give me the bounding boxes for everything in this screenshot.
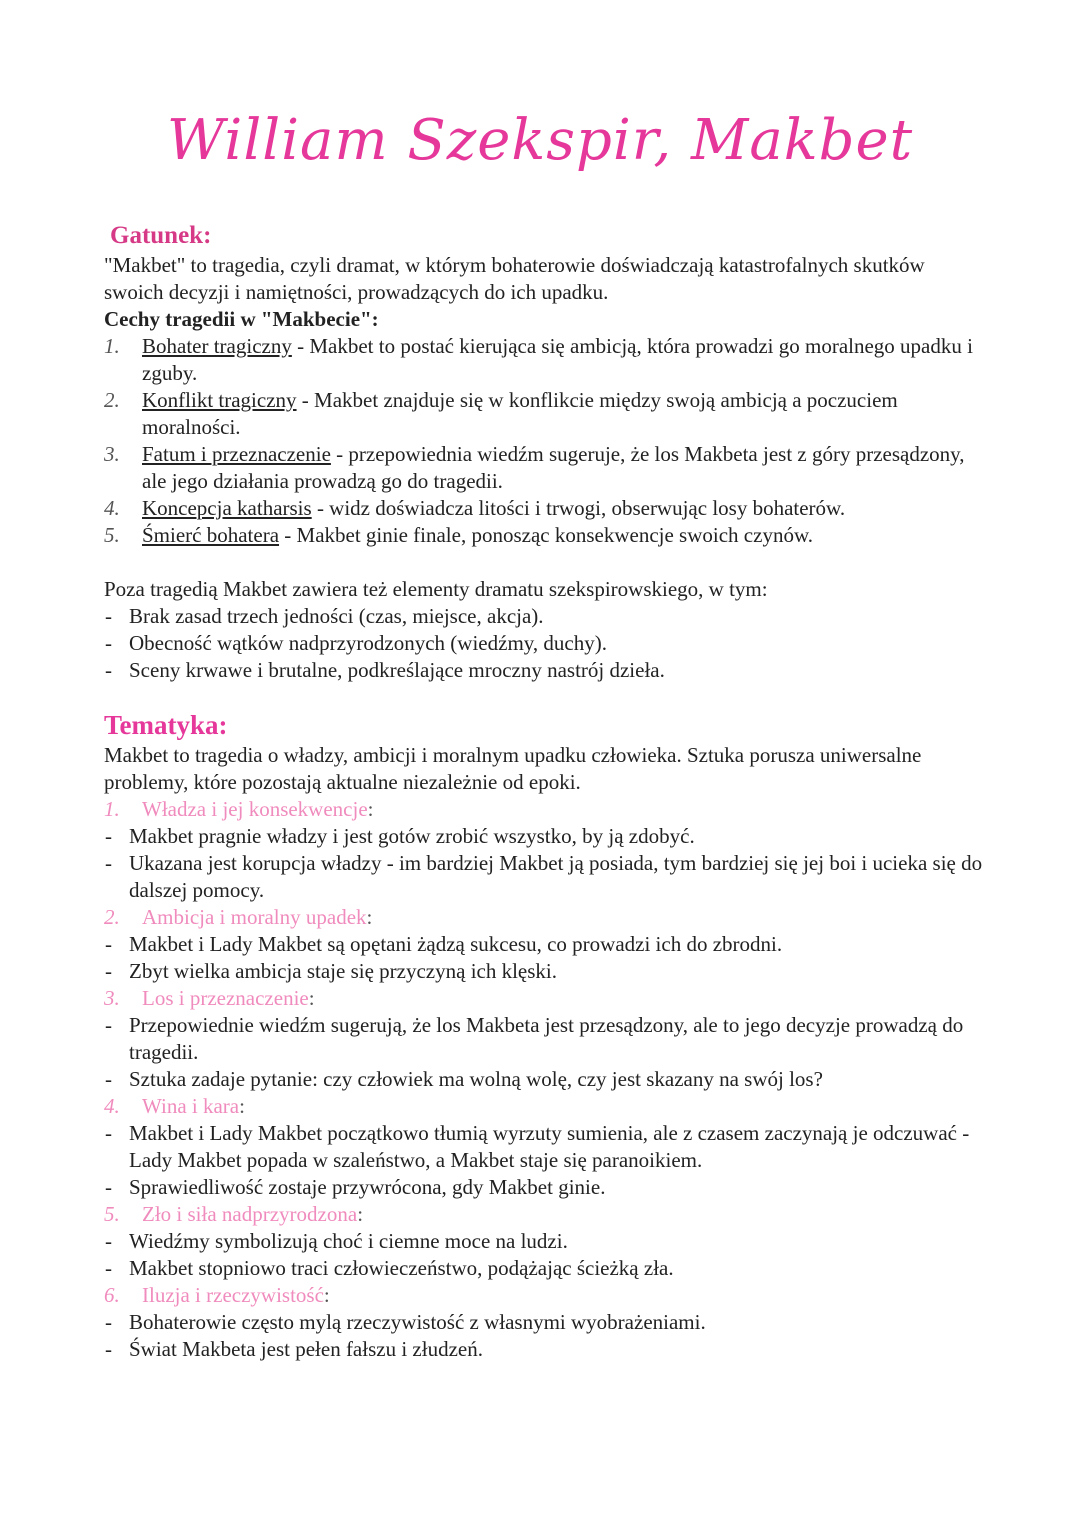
bullet-dash: -	[105, 1310, 112, 1334]
theme-items	[104, 1309, 984, 1363]
gatunek-intro: "Makbet" to tragedia, czyli dramat, w którym bohaterowie doświadczają katastrofalnych skutków swoich decyzji i namiętności, prowadzących do ich upadku.	[104, 253, 925, 304]
bullet-dash: -	[105, 1175, 112, 1199]
list-number: 4.	[104, 1094, 120, 1118]
list-number: 5.	[104, 523, 120, 547]
feature-item	[104, 522, 984, 549]
list-item	[104, 1228, 984, 1255]
theme-colon: :	[367, 797, 374, 821]
themes-list	[104, 796, 984, 1363]
list-item-text: Makbet i Lady Makbet początkowo tłumią wyrzuty sumienia, ale z czasem zaczynają je odczuwać - Lady Makbet popada w szaleństwo, a Makbet staje się paranoikiem.	[129, 1121, 970, 1172]
theme-title: Zło i siła nadprzyrodzona	[142, 1202, 358, 1226]
feature-term: Konflikt tragiczny	[142, 388, 297, 412]
list-item-text: Świat Makbeta jest pełen fałszu i złudzeń.	[129, 1337, 483, 1361]
bullet-dash: -	[105, 1337, 112, 1361]
theme-colon: :	[239, 1094, 245, 1118]
spacer	[104, 549, 984, 576]
list-item	[104, 603, 984, 630]
theme-items	[104, 823, 984, 904]
list-number: 1.	[104, 797, 120, 821]
list-item-text: Makbet pragnie władzy i jest gotów zrobić wszystko, by ją zdobyć.	[129, 824, 695, 848]
list-item-text: Sceny krwawe i brutalne, podkreślające mroczny nastrój dzieła.	[129, 658, 665, 682]
list-item-text: Sztuka zadaje pytanie: czy człowiek ma wolną wolę, czy jest skazany na swój los?	[129, 1067, 823, 1091]
extra-intro: Poza tragedią Makbet zawiera też elementy dramatu szekspirowskiego, w tym:	[104, 577, 768, 601]
theme-heading	[104, 796, 984, 823]
list-item-text: Bohaterowie często mylą rzeczywistość z własnymi wyobrażeniami.	[129, 1310, 706, 1334]
list-item	[104, 1120, 984, 1174]
list-number: 1.	[104, 334, 120, 358]
theme-items	[104, 1228, 984, 1282]
theme-heading	[104, 1201, 984, 1228]
theme-title: Iluzja i rzeczywistość	[142, 1283, 324, 1307]
features-list	[104, 333, 984, 549]
list-number: 2.	[104, 905, 120, 929]
bullet-dash: -	[105, 604, 112, 628]
list-item-text: Wiedźmy symbolizują choć i ciemne moce na ludzi.	[129, 1229, 568, 1253]
theme-title: Wina i kara	[142, 1094, 240, 1118]
feature-item	[104, 387, 984, 441]
theme-title: Ambicja i moralny upadek	[142, 905, 367, 929]
feature-item	[104, 441, 984, 495]
bullet-dash: -	[105, 1121, 112, 1145]
list-item-text: Przepowiednie wiedźm sugerują, że los Makbeta jest przesądzony, ale to jego decyzje prowadzą do tragedii.	[129, 1013, 964, 1064]
bullet-dash: -	[105, 631, 112, 655]
bullet-dash: -	[105, 851, 112, 875]
bullet-dash: -	[105, 959, 112, 983]
list-item	[104, 630, 984, 657]
list-number: 6.	[104, 1283, 120, 1307]
theme-title: Los i przeznaczenie	[142, 986, 309, 1010]
feature-text: - Makbet ginie finale, ponosząc konsekwencje swoich czynów.	[279, 523, 813, 547]
list-number: 3.	[104, 442, 120, 466]
theme-items	[104, 931, 984, 985]
theme-items	[104, 1120, 984, 1201]
theme-title: Władza i jej konsekwencje	[142, 797, 368, 821]
theme-colon: :	[366, 905, 373, 929]
list-item	[104, 958, 984, 985]
list-item-text: Sprawiedliwość zostaje przywrócona, gdy Makbet ginie.	[129, 1175, 606, 1199]
feature-term: Koncepcja katharsis	[142, 496, 312, 520]
section-heading-gatunek: Gatunek:	[110, 222, 212, 249]
list-item-text: Makbet i Lady Makbet są opętani żądzą sukcesu, co prowadzi ich do zbrodni.	[129, 932, 783, 956]
feature-term: Śmierć bohatera	[142, 523, 280, 547]
theme-heading	[104, 1282, 984, 1309]
theme-colon: :	[357, 1202, 364, 1226]
list-item	[104, 1309, 984, 1336]
section-heading-tematyka: Tematyka:	[104, 710, 228, 740]
bullet-dash: -	[105, 824, 112, 848]
feature-text: - widz doświadcza litości i trwogi, obserwując losy bohaterów.	[311, 496, 846, 520]
list-item-text: Ukazana jest korupcja władzy - im bardziej Makbet ją posiada, tym bardziej się jej boi i ucieka się do dalszej pomocy.	[129, 851, 983, 902]
bullet-dash: -	[105, 1067, 112, 1091]
list-number: 2.	[104, 388, 120, 412]
feature-text: - przepowiednia wiedźm sugeruje, że los Makbeta jest z góry przesądzony, ale jego działania prowadzą go do tragedii.	[142, 442, 965, 493]
feature-item	[104, 495, 984, 522]
list-item	[104, 1336, 984, 1363]
content	[104, 220, 984, 1363]
bullet-dash: -	[105, 1256, 112, 1280]
page-title: William Szekspir, Makbet	[166, 108, 914, 173]
theme-heading	[104, 985, 984, 1012]
list-number: 3.	[104, 986, 120, 1010]
list-item	[104, 1255, 984, 1282]
list-item	[104, 850, 984, 904]
bullet-dash: -	[105, 1013, 112, 1037]
list-item	[104, 1174, 984, 1201]
theme-colon: :	[323, 1283, 330, 1307]
bullet-dash: -	[105, 658, 112, 682]
theme-items	[104, 1012, 984, 1093]
bullet-dash: -	[105, 932, 112, 956]
feature-term: Fatum i przeznaczenie	[142, 442, 331, 466]
list-item	[104, 823, 984, 850]
feature-text: - Makbet znajduje się w konflikcie między swoją ambicją a poczuciem moralności.	[142, 388, 898, 439]
list-item	[104, 931, 984, 958]
extra-list	[104, 603, 984, 684]
theme-heading	[104, 1093, 984, 1120]
list-number: 5.	[104, 1202, 120, 1226]
theme-heading	[104, 904, 984, 931]
list-item-text: Makbet stopniowo traci człowieczeństwo, podążając ścieżką zła.	[129, 1256, 674, 1280]
list-item-text: Brak zasad trzech jedności (czas, miejsce, akcja).	[129, 604, 544, 628]
feature-item	[104, 333, 984, 387]
list-item	[104, 657, 984, 684]
list-item	[104, 1012, 984, 1066]
list-number: 4.	[104, 496, 120, 520]
feature-term: Bohater tragiczny	[142, 334, 292, 358]
list-item-text: Zbyt wielka ambicja staje się przyczyną ich klęski.	[129, 959, 558, 983]
list-item-text: Obecność wątków nadprzyrodzonych (wiedźmy, duchy).	[129, 631, 607, 655]
tematyka-intro: Makbet to tragedia o władzy, ambicji i moralnym upadku człowieka. Sztuka porusza uniwersalne problemy, które pozostają aktualne niezależnie od epoki.	[104, 743, 922, 794]
theme-colon: :	[308, 986, 315, 1010]
list-item	[104, 1066, 984, 1093]
features-heading: Cechy tragedii w "Makbecie":	[104, 307, 379, 331]
feature-text: - Makbet to postać kierująca się ambicją, która prowadzi go moralnego upadku i zguby.	[142, 334, 973, 385]
bullet-dash: -	[105, 1229, 112, 1253]
